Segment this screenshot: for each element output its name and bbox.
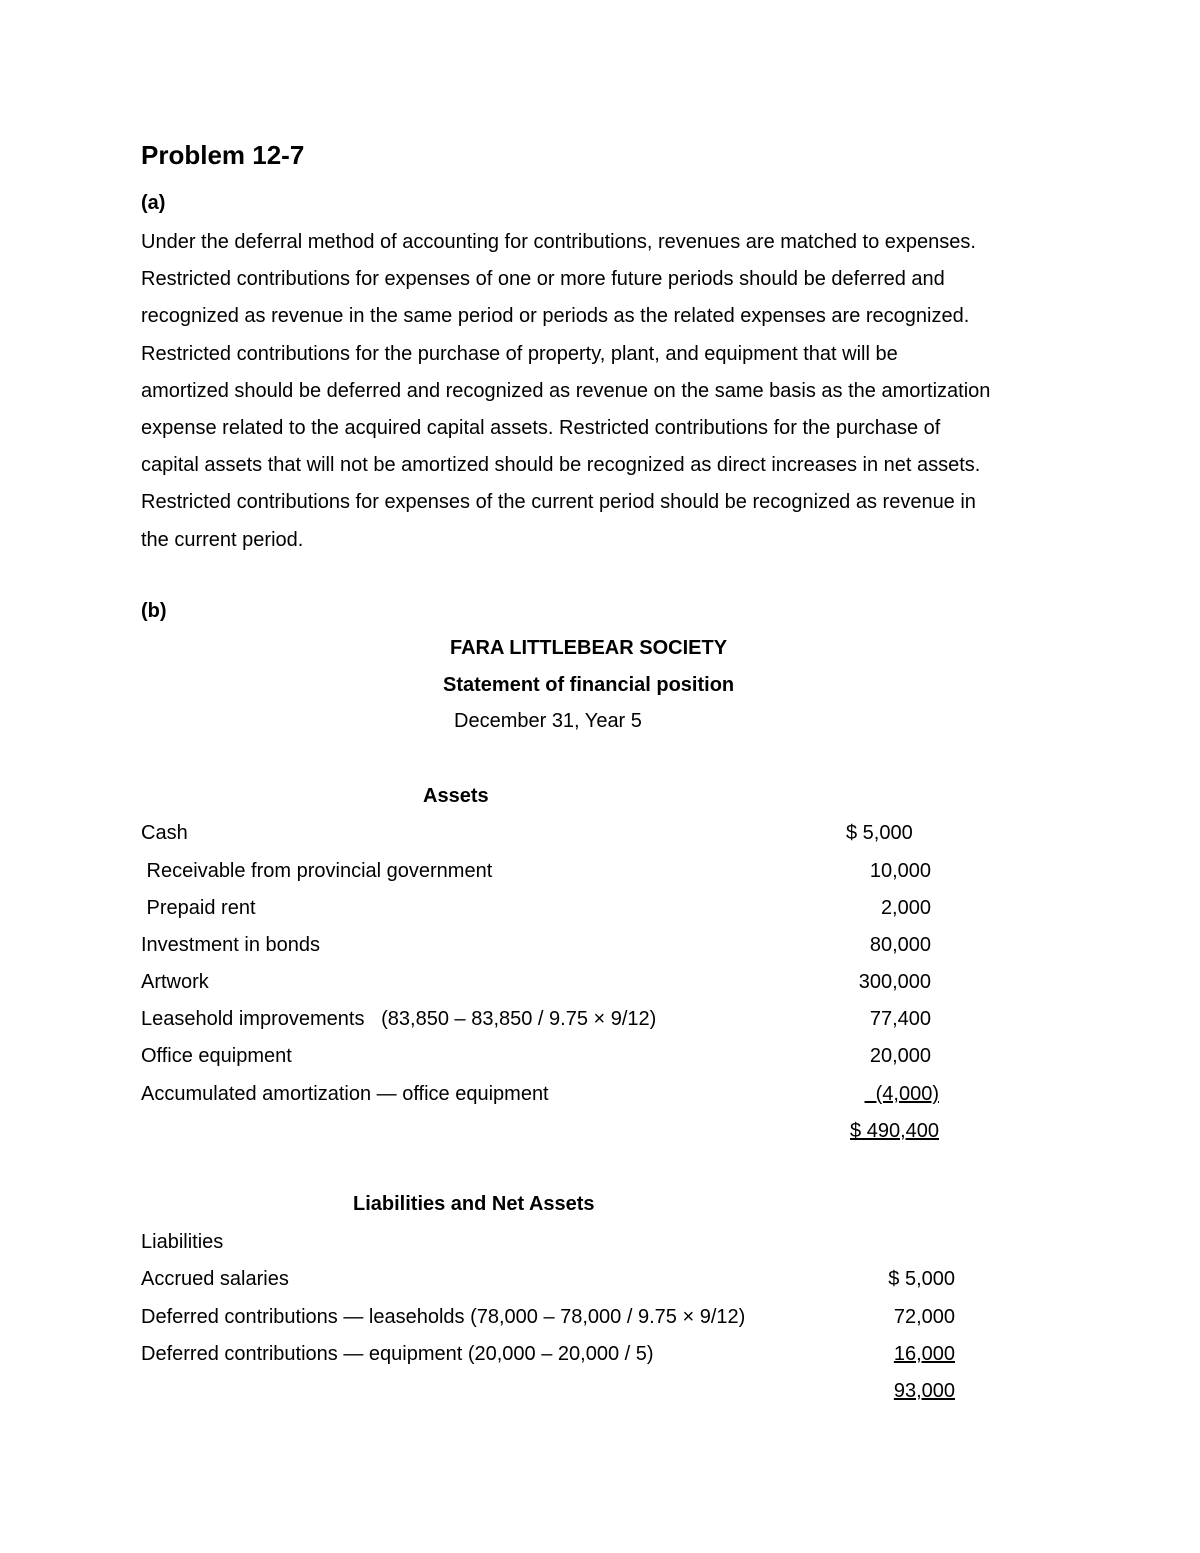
asset-amount: 10,000 <box>869 860 931 882</box>
paragraph-line: Under the deferral method of accounting for contributions, revenues are matched to expenses. <box>141 231 976 253</box>
asset-label: Accumulated amortization — office equipment <box>141 1083 549 1105</box>
paragraph-line: Restricted contributions for expenses of one or more future periods should be deferred and <box>141 268 945 291</box>
asset-label: Cash <box>141 822 188 844</box>
liabilities-heading: Liabilities and Net Assets <box>353 1193 595 1215</box>
asset-label: Investment in bonds <box>141 934 320 956</box>
paragraph-line: Restricted contributions for expenses of the current period should be recognized as revenue in <box>141 491 976 514</box>
asset-label: Artwork <box>141 971 209 993</box>
paragraph-line: expense related to the acquired capital assets. Restricted contributions for the purchase of <box>141 417 941 440</box>
liability-label: Deferred contributions — leaseholds (78,000 – 78,000 / 9.75 × 9/12) <box>141 1306 746 1328</box>
assets-total: $ 490,400 <box>850 1120 939 1142</box>
liability-amount: 72,000 <box>893 1306 955 1328</box>
problem-title: Problem 12-7 <box>141 140 305 170</box>
paragraph-line: amortized should be deferred and recognized as revenue on the same basis as the amortization <box>141 379 991 402</box>
paragraph-line: recognized as revenue in the same period or periods as the related expenses are recognized. <box>141 305 970 328</box>
statement-date: December 31, Year 5 <box>454 710 642 732</box>
organization-name: FARA LITTLEBEAR SOCIETY <box>450 637 728 659</box>
asset-amount: 77,400 <box>869 1008 931 1030</box>
asset-amount: 2,000 <box>880 897 931 919</box>
paragraph-line: the current period. <box>141 528 304 551</box>
paragraph-line: capital assets that will not be amortized should be recognized as direct increases in net assets. <box>141 454 981 477</box>
part-b-label: (b) <box>141 600 167 622</box>
part-a-paragraph <box>141 224 1071 559</box>
asset-amount: 300,000 <box>858 971 931 993</box>
asset-amount: 80,000 <box>869 934 931 956</box>
liability-amount: $ 5,000 <box>888 1268 955 1290</box>
statement-title: Statement of financial position <box>443 674 735 696</box>
liabilities-total: 93,000 <box>893 1380 955 1402</box>
asset-label: Leasehold improvements (83,850 – 83,850 / 9.75 × 9/12) <box>141 1008 657 1030</box>
liabilities-subheading: Liabilities <box>141 1231 224 1253</box>
asset-label: Prepaid rent <box>141 897 256 919</box>
liability-label: Deferred contributions — equipment (20,000 – 20,000 / 5) <box>141 1343 654 1365</box>
paragraph-line: Restricted contributions for the purchase of property, plant, and equipment that will be <box>141 342 898 365</box>
asset-amount: $ 5,000 <box>846 822 913 844</box>
part-a-label: (a) <box>141 192 166 214</box>
asset-label: Office equipment <box>141 1045 292 1067</box>
asset-label: Receivable from provincial government <box>141 860 493 882</box>
asset-amount: (4,000) <box>864 1083 939 1105</box>
assets-heading: Assets <box>423 785 489 807</box>
liability-label: Accrued salaries <box>141 1268 289 1290</box>
asset-amount: 20,000 <box>869 1045 931 1067</box>
liability-amount: 16,000 <box>893 1343 955 1365</box>
